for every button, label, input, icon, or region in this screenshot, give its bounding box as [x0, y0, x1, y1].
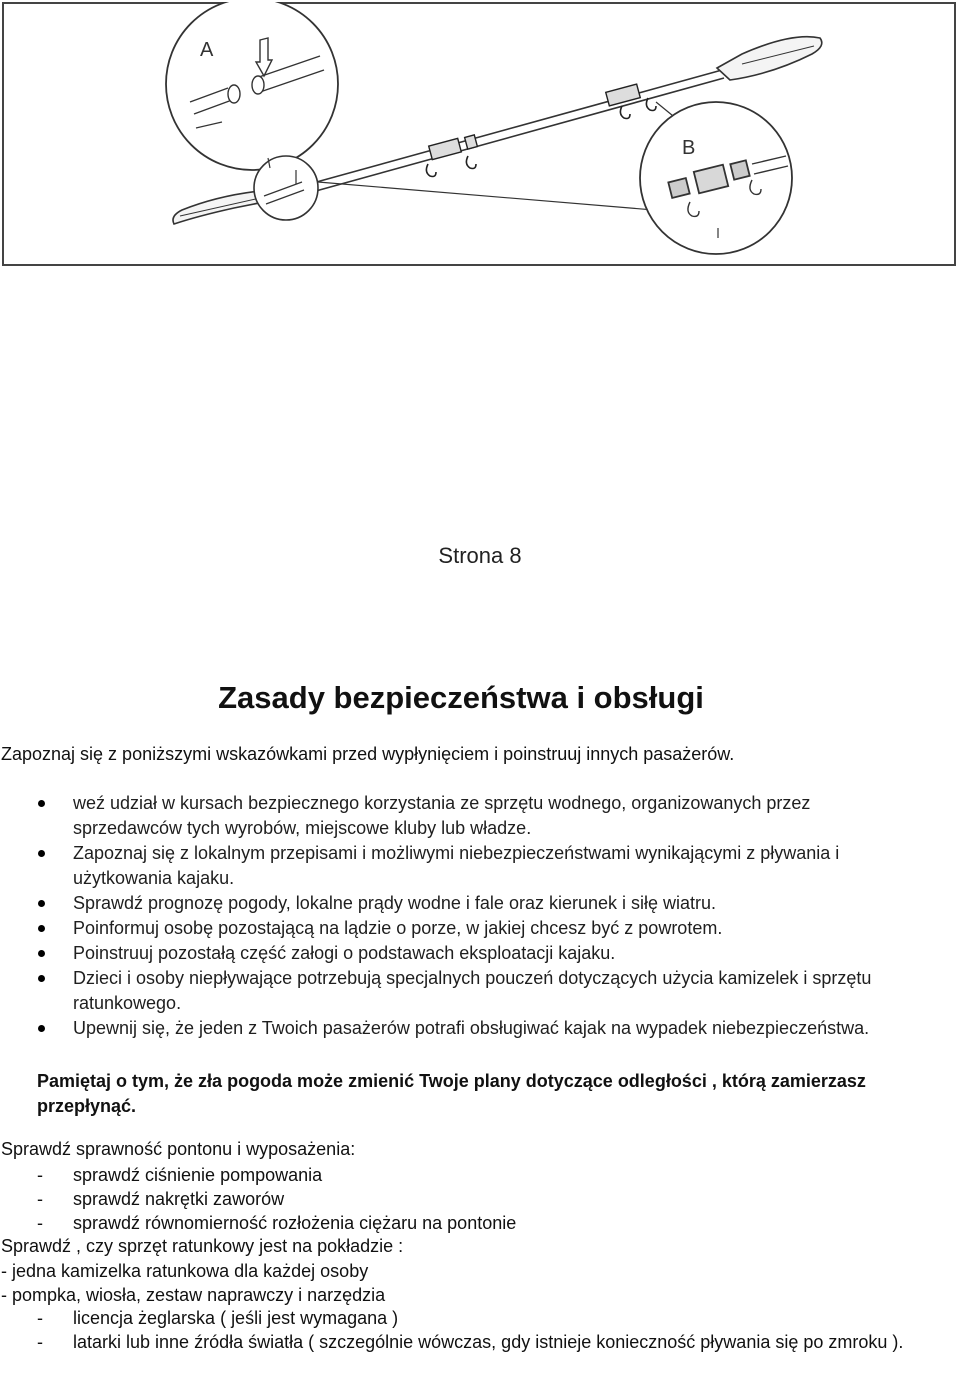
list-item: [0, 1330, 935, 1354]
bullet-icon: [38, 975, 45, 982]
list-item: [0, 891, 920, 916]
bullet-text: Zapoznaj się z lokalnym przepisami i możliwymi niebezpieczeństwami wynikającymi z pływania i użytkowania kajaku.: [73, 843, 840, 888]
list-item-text: sprawdź równomierność rozłożenia ciężaru na pontonie: [73, 1213, 517, 1233]
detail-circle-a: [166, 2, 338, 170]
detail-circle-small: [254, 156, 318, 220]
bullet-icon: [38, 850, 45, 857]
list-item: - jedna kamizelka ratunkowa dla każdej osoby: [1, 1261, 369, 1281]
safety-bullet-list: [0, 791, 920, 1041]
equipment-check-list: [0, 1163, 940, 1235]
dash-marker: -: [37, 1213, 43, 1233]
list-item-text: latarki lub inne źródła światła ( szczególnie wówczas, gdy istnieje konieczność pływania się po zmroku ).: [73, 1332, 904, 1352]
list-item: [0, 1163, 940, 1187]
bullet-text: Poinformuj osobę pozostającą na lądzie o porze, w jakiej chcesz być z powrotem.: [73, 918, 723, 938]
bullet-text: Dzieci i osoby niepływające potrzebują specjalnych pouczeń dotyczących użycia kamizelek i sprzętu ratunkowego.: [73, 968, 872, 1013]
callout-a-label: A: [200, 39, 214, 61]
list-item-text: sprawdź nakrętki zaworów: [73, 1189, 285, 1209]
bullet-icon: [38, 800, 45, 807]
equipment-check-title: Sprawdź sprawność pontonu i wyposażenia:: [1, 1139, 356, 1159]
dash-marker: -: [37, 1308, 43, 1328]
list-item: [0, 916, 920, 941]
list-item: [0, 966, 920, 1016]
list-item: [0, 1016, 920, 1041]
list-item: [0, 1306, 935, 1330]
rescue-equipment-sublist: [0, 1306, 935, 1354]
list-item: [0, 1211, 940, 1235]
rescue-equipment-title: Sprawdź , czy sprzęt ratunkowy jest na pokładzie :: [1, 1236, 404, 1256]
dash-marker: -: [37, 1332, 43, 1352]
detail-circle-b: [640, 102, 792, 254]
list-item-text: licencja żeglarska ( jeśli jest wymagana ): [73, 1308, 399, 1328]
bullet-text: Upewnij się, że jeden z Twoich pasażerów potrafi obsługiwać kajak na wypadek niebezpieczeństwa.: [73, 1018, 870, 1038]
bullet-text: weź udział w kursach bezpiecznego korzystania ze sprzętu wodnego, organizowanych przez sprzedawców tych wyrobów, miejscowe kluby lub władze.: [73, 793, 811, 838]
bullet-icon: [38, 1025, 45, 1032]
bullet-icon: [38, 925, 45, 932]
page-title: Zasady bezpieczeństwa i obsługi: [218, 680, 704, 715]
rescue-equipment-list: [1, 1259, 385, 1307]
bullet-icon: [38, 950, 45, 957]
page-number: Strona 8: [438, 543, 522, 568]
bullet-text: Sprawdź prognozę pogody, lokalne prądy wodne i fale oraz kierunek i siłę wiatru.: [73, 893, 717, 913]
list-item: [0, 941, 920, 966]
list-item: [0, 791, 920, 841]
intro-paragraph: Zapoznaj się z poniższymi wskazówkami przed wypłynięciem i poinstruuj innych pasażerów.: [1, 744, 735, 764]
dash-marker: -: [37, 1189, 43, 1209]
list-item: [0, 841, 920, 891]
weather-warning-note: Pamiętaj o tym, że zła pogoda może zmienić Twoje plany dotyczące odległości , którą zamierzasz przepłynąć.: [37, 1071, 866, 1116]
bullet-icon: [38, 900, 45, 907]
list-item-text: sprawdź ciśnienie pompowania: [73, 1165, 323, 1185]
dash-marker: -: [37, 1165, 43, 1185]
paddle-assembly-illustration: [2, 2, 956, 266]
list-item: - pompka, wiosła, zestaw naprawczy i narzędzia: [1, 1285, 386, 1305]
callout-b-label: B: [682, 137, 696, 159]
list-item: [0, 1187, 940, 1211]
bullet-text: Poinstruuj pozostałą część załogi o podstawach eksploatacji kajaku.: [73, 943, 616, 963]
